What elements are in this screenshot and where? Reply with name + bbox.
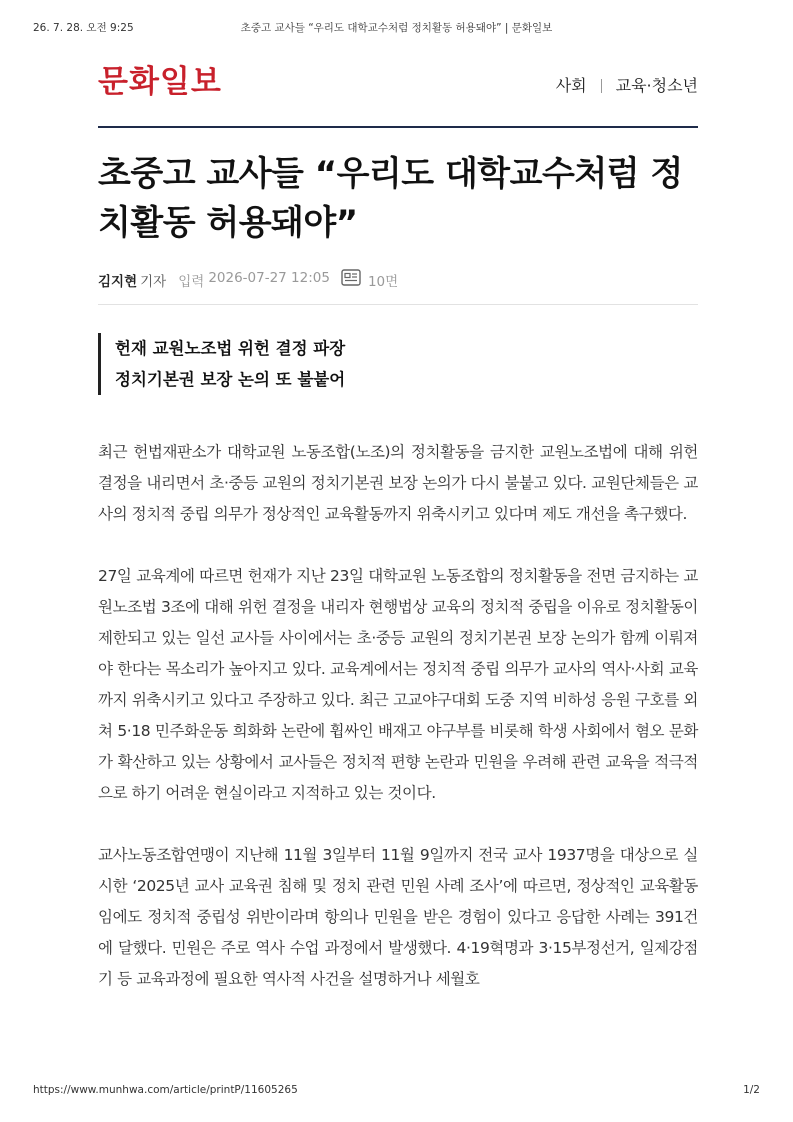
print-url: https://www.munhwa.com/article/printP/11605265 [33,1084,298,1096]
section-nav [556,74,698,98]
byline [98,270,698,305]
headline-line-2: 치활동 허용돼야” [98,203,358,243]
newspaper-icon [341,269,361,290]
munhwa-logo[interactable]: 문화일보 [98,64,222,100]
print-header [33,20,760,36]
nav-divider [601,79,602,93]
print-page-number: 1/2 [743,1084,760,1096]
page-number: 10면 [367,274,399,290]
article-body [98,437,698,1026]
reporter-name[interactable]: 김지현 [98,274,138,290]
input-datetime: 2026-07-27 12:05 [208,270,330,286]
print-datetime: 26. 7. 28. 오전 9:25 [33,22,134,34]
masthead [98,60,698,128]
article-container [98,60,698,988]
headline-line-1: 초중고 교사들 “우리도 대학교수처럼 정 [98,154,683,194]
print-footer [33,1084,760,1100]
body-paragraph: 27일 교육계에 따르면 헌재가 지난 23일 대학교원 노동조합의 정치활동을 전면 금지하는 교원노조법 3조에 대해 위헌 결정을 내리자 현행법상 교육의 정치적 중립을 이유로 정치활동이 제한되고 있는 일선 교사들 사이에서는 초·중등 교원의 정치기본권 보장 논의가 함께 이뤄져야 한다는 목소리가 높아지고 있다. 교육계에서는 정치적 중립 의무가 교사의 역사·사회 교육까지 위축시키고 있다고 주장하고 있다. 최근 고교야구대회 도중 지역 비하성 응원 구호를 외쳐 5·18 민주화운동 희화화 논란에 휩싸인 배재고 야구부를 비롯해 학생 사회에서 혐오 문화가 확산하고 있는 상황에서 교사들은 정치적 편향 논란과 민원을 우려해 관련 교육을 적극적으로 하기 어려운 현실이라고 지적하고 있는 것이다. [98,567,698,802]
input-label: 입력 [178,274,205,290]
article-headline [98,150,698,248]
reporter-role: 기자 [140,274,167,290]
section-link-society[interactable]: 사회 [555,76,587,95]
subheadline: 정치기본권 보장 논의 또 불붙어 [115,370,346,389]
body-paragraph: 최근 헌법재판소가 대학교원 노동조합(노조)의 정치활동을 금지한 교원노조법에 대해 위헌 결정을 내리면서 초·중등 교원의 정치기본권 보장 논의가 다시 불붙고 있다. 교원단체들은 교사의 정치적 중립 의무가 정상적인 교육활동까지 위축시키고 있다며 제도 개선을 촉구했다. [98,443,698,523]
print-doc-title: 초중고 교사들 “우리도 대학교수처럼 정치활동 허용돼야” | 문화일보 [240,22,553,34]
section-link-education[interactable]: 교육·청소년 [615,76,698,95]
subheadline: 헌재 교원노조법 위헌 결정 파장 [115,339,346,358]
body-paragraph: 교사노동조합연맹이 지난해 11월 3일부터 11월 9일까지 전국 교사 1937명을 대상으로 실시한 ‘2025년 교사 교육권 침해 및 정치 관련 민원 사례 조사’에 따르면, 정상적인 교육활동임에도 정치적 중립성 위반이라며 항의나 민원을 받은 경험이 있다고 응답한 사례는 391건에 달했다. 민원은 주로 역사 수업 과정에서 발생했다. 4·19혁명과 3·15부정선거, 일제강점기 등 교육과정에 필요한 역사적 사건을 설명하거나 세월호 [98,846,698,988]
subheadline-block [98,333,705,395]
